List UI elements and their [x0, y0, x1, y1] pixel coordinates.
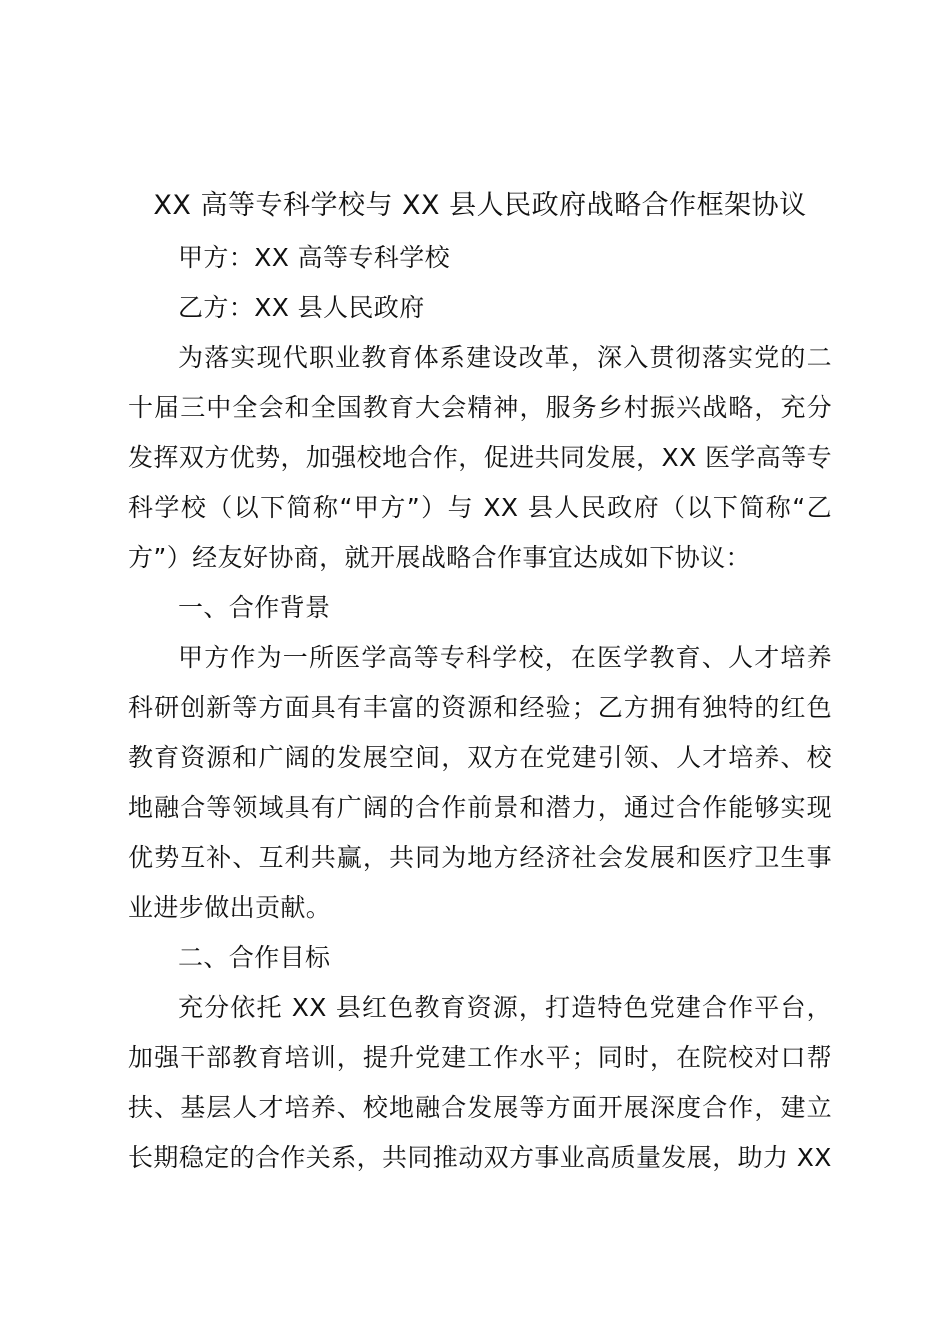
intro-paragraph: 为落实现代职业教育体系建设改革，深入贯彻落实党的二十届三中全会和全国教育大会精神，服务乡村振兴战略，充分发挥双方优势，加强校地合作，促进共同发展，XX 医学高等专科学校（以下简称“甲方”）与 XX 县人民政府（以下简称“乙方”）经友好协商，就开展战略合作事宜达成如下协议：	[128, 343, 832, 572]
document-body	[128, 183, 832, 1183]
party-b-line: 乙方：XX 县人民政府	[178, 293, 425, 322]
section-heading-background: 一、合作背景	[178, 593, 331, 622]
section-body-goals: 充分依托 XX 县红色教育资源，打造特色党建合作平台，加强干部教育培训，提升党建工作水平；同时，在院校对口帮扶、基层人才培养、校地融合发展等方面开展深度合作，建立长期稳定的合作关系，共同推动双方事业高质量发展，助力 XX	[128, 993, 832, 1172]
party-a-line: 甲方：XX 高等专科学校	[178, 243, 451, 272]
document-title: XX 高等专科学校与 XX 县人民政府战略合作框架协议	[153, 190, 807, 221]
section-heading-goals: 二、合作目标	[178, 943, 331, 972]
section-body-background: 甲方作为一所医学高等专科学校，在医学教育、人才培养科研创新等方面具有丰富的资源和经验；乙方拥有独特的红色教育资源和广阔的发展空间，双方在党建引领、人才培养、校地融合等领域具有广阔的合作前景和潜力，通过合作能够实现优势互补、互利共赢，共同为地方经济社会发展和医疗卫生事业进步做出贡献。	[128, 643, 832, 922]
